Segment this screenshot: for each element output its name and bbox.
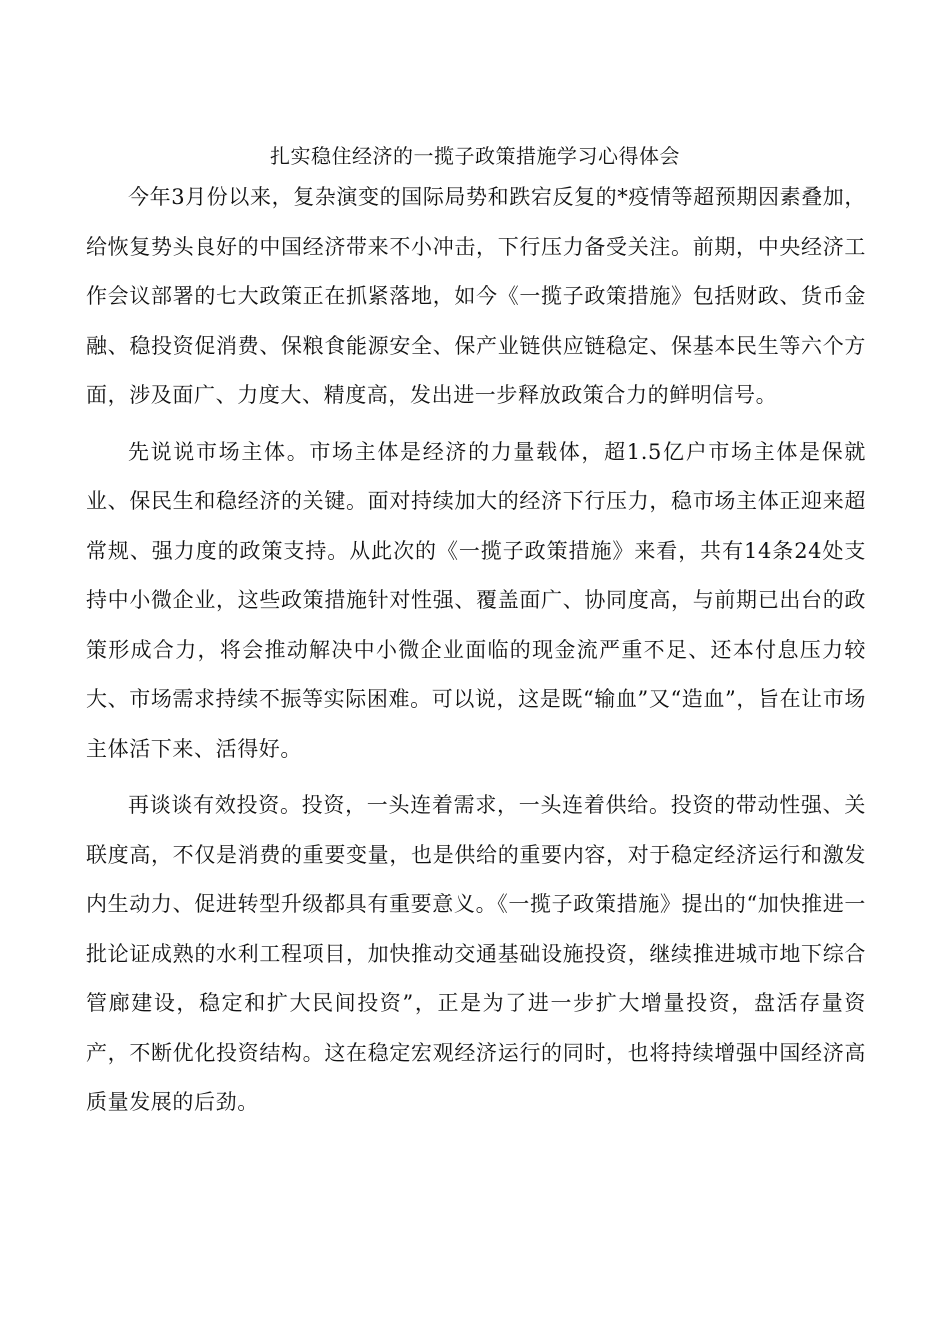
paragraph-effective-investment: 再谈谈有效投资。投资，一头连着需求，一头连着供给。投资的带动性强、关联度高，不仅是消费的重要变量，也是供给的重要内容，对于稳定经济运行和激发内生动力、促进转型升级都具有重要意义。《一揽子政策措施》提出的“加快推进一批论证成熟的水利工程项目，加快推动交通基础设施投资，继续推进城市地下综合管廊建设，稳定和扩大民间投资”，正是为了进一步扩大增量投资，盘活存量资产，不断优化投资结构。这在稳定宏观经济运行的同时，也将持续增强中国经济高质量发展的后劲。	[86, 793, 866, 1114]
document-title: 扎实稳住经济的一揽子政策措施学习心得体会	[270, 144, 680, 168]
paragraph-market-entities: 先说说市场主体。市场主体是经济的力量载体，超1.5亿户市场主体是保就业、保民生和稳经济的关键。面对持续加大的经济下行压力，稳市场主体正迎来超常规、强力度的政策支持。从此次的《一揽子政策措施》来看，共有14条24处支持中小微企业，这些政策措施针对性强、覆盖面广、协同度高，与前期已出台的政策形成合力，将会推动解决中小微企业面临的现金流严重不足、还本付息压力较大、市场需求持续不振等实际困难。可以说，这是既“输血”又“造血”，旨在让市场主体活下来、活得好。	[86, 439, 866, 761]
paragraph-intro: 今年3月份以来，复杂演变的国际局势和跌宕反复的*疫情等超预期因素叠加，给恢复势头良好的中国经济带来不小冲击，下行压力备受关注。前期，中央经济工作会议部署的七大政策正在抓紧落地，如今《一揽子政策措施》包括财政、货币金融、稳投资促消费、保粮食能源安全、保产业链供应链稳定、保基本民生等六个方面，涉及面广、力度大、精度高，发出进一步释放政策合力的鲜明信号。	[86, 185, 866, 407]
document-body	[86, 173, 866, 1135]
